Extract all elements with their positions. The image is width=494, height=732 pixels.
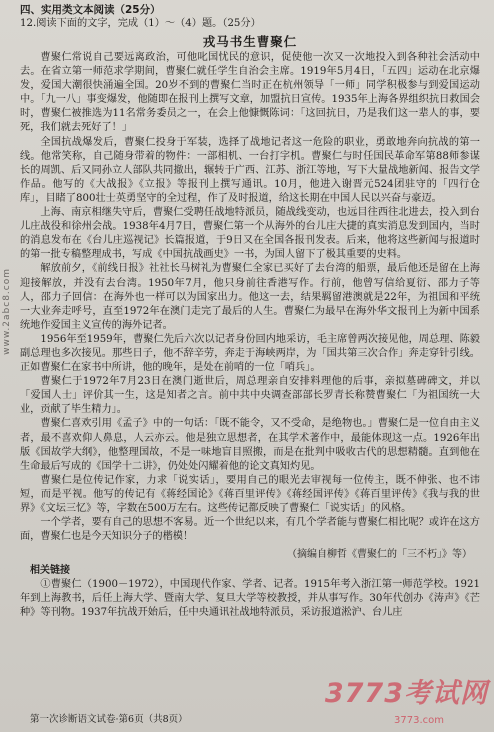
paragraph: 全国抗战爆发后，曹聚仁投身于军装，选择了战地记者这一危险的职业，勇敢地奔向抗战的第一线。他常笑称，自己随身带着的物件：一部相机、一台打字机。曹聚仁与时任国民革命军第88师参谋长的周凯、后又同孙立人部队共同撤出，辗转于广西、江苏、浙江等地，写下大量战地新闻、报告文学作品。他写的《大战报》《立报》等报刊上撰写通讯。10月，他进入谢晋元524团驻守的「四行仓库」，目睹了800壮士英勇坚守的全过程，作了及时报道，给这长期在中国人民以兴奋与豪迈。 [20,136,480,204]
paragraph: 一个学者，要有自己的思想不客易。近一个世纪以来，有几个学者能与曹聚仁相比呢？或许在这方面，曹聚仁也是今天知识分子的楷模！ [20,517,480,543]
section-heading: 四、实用类文本阅读（25分） [20,4,161,16]
related-links-heading: 相关链接 [30,565,70,577]
paragraph: 曹聚仁是位传记作家，力求「说实话」，要用自己的眼光去审视每一位传主，既不伸张、也不讳短，而是平视。他写的传记有《蒋经国论》《蒋百里评传》《蒋经国评传》《蒋百里评传》《我与我的世界》《文坛三忆》等，字数在500万左右。这些传记都反映了曹聚仁「说实话」的风格。 [20,474,480,514]
source-citation: （摘编自柳哲《曹聚仁的「三不朽」》等） [287,549,472,561]
paragraph: 曹聚仁常说自己要远离政治，可他叱国忧民的意识，促使他一次又一次地投入到各种社会活动中去。在省立第一师范求学期间，曹聚仁就任学生自治会主席。1919年5月4日，「五四」运动在北京爆发，爱国大潮很快涌遍全国。20岁不到的曹聚仁当时正在杭州领导「一师」同学积极参与到爱国运动中。「九一八」事变爆发，他随即在报刊上撰写文章，加盟抗日宣传。1935年上海各界组织抗日救国会时，曹聚仁被推选为11名常务委员之一，在会上他慷慨陈词：「这回抗日，乃是我们这一辈人的事，要死，我们就去死好了！」 [20,52,480,134]
paragraph: 上海、南京相继失守后，曹聚仁受聘任战地特派员，随战线变动，也远目往西往北进去，投入到台儿庄战役和徐州会战。1938年4月7日，曹聚仁第一个从海外的台儿庄大捷的真实消息发到国内，当时的消息发布在《台儿庄巡视记》长篇报道，于9日又在全国各报刊发表。后来，他将这些新闻与报道时的第一批专稿整理成书，写成《中国抗战画史》一书，为国人留下了极其重要的史料。 [20,207,480,261]
paragraph: 解放前夕，《前线日报》社社长马树礼为曹聚仁全家已买好了去台湾的船票，最后他还是留在上海迎接解放，并没有去台湾。1950年7月，他只身前往香港写作。行前，他曾写信给夏衍、邵力子等人，邵力子回信：在海外也一样可以为国家出力。他这一去，结果羁留港澳就是22年，为祖国和平统一大业奔走呼号，直至1972年在澳门走完了最后的人生。曹聚仁为最早在海外华文报刊上为新中国系统地作爱国主义宣传的海外记者。 [20,263,480,331]
question-prompt: 12.阅读下面的文字，完成（1）～（4）题。（25分） [20,18,261,29]
site-url-watermark: 3773.com [394,715,444,726]
article-title: 戎马书生曹聚仁 [202,34,298,49]
paragraph: 1956年至1959年，曹聚仁先后六次以记者身份回内地采访，毛主席曾两次接见他，周总理、陈毅副总理也多次接见。那些日子，他不辞辛劳，奔走于海峡两岸，为「国共第三次合作」奔走穿针引线。正如曹聚仁在家书中所讲，他的晚年，是处在前哨的一位「哨兵」。 [20,333,480,374]
page-footer: 第一次诊断语文试卷·第6页（共8页） [30,714,188,725]
site-logo-watermark: 3773考试网 [324,678,488,709]
paragraph: 曹聚仁于1972年7月23日在澳门逝世后，周总理亲自安排料理他的后事，亲拟墓碑碑文，并以「爱国人士」评价其一生，这是知者之言。前中共中央调查部部长罗青长称赞曹聚仁「为祖国统一大业，贡献了毕生精力」。 [20,376,480,416]
side-watermark: www.2abc8.com [2,268,12,355]
article-body [20,51,480,544]
related-links-text: ①曹聚仁（1900－1972），中国现代作家、学者、记者。1915年考入浙江第一师范学校。1921年到上海教书，后任上海大学、暨南大学、复旦大学等校教授，并从事写作。30年代创办《涛声》《芒种》等刊物。1937年抗战开始后，任中央通讯社战地特派员，采访报道淞沪、台儿庄 [20,579,480,619]
paragraph: 曹聚仁喜欢引用《孟子》中的一句话：「既不能令，又不受命，是绝物也。」曹聚仁是一位自由主义者，最不喜欢仰人鼻息，人云亦云。他是独立思想者，在其学术著作中，最能体现这一点。1926年出版《国故学大纲》，他整理国故，不是一味地盲目照搬，而是在批判中吸收古代的思想精髓。直到他在生命最后写成的《国学十二讲》，仍处处闪耀着他的论文真知灼见。 [20,418,480,472]
